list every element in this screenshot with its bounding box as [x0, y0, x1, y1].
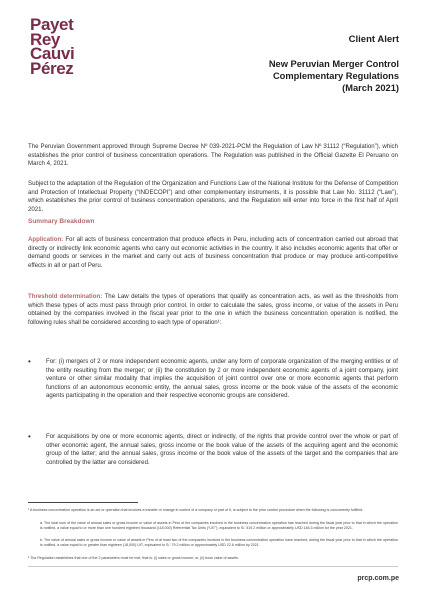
- threshold-label: Threshold determination:: [28, 293, 103, 300]
- bullet-item: [28, 433, 398, 467]
- intro-paragraph: The Peruvian Government approved through Supreme Decree Nº 039-2021-PCM the Regulation of Law Nº 31112 (“Regulation”), which establishes the prior control of business concentration operations. The Regulation was published in the Official Gazette El Peruano on March 4, 2021.: [28, 143, 398, 168]
- bullet-icon: •: [28, 432, 31, 441]
- entry-into-force-paragraph: Subject to the adaptation of the Regulation of the Organization and Functions Law of the National Institute for the Defense of Competition and Protection of Intellectual Property (“INDECOPI”) and other complementary instruments, it is possible that Law No. 31112 (“Law”), which establishes the prior control of business concentration operations, and the Regulation will enter into force in the first half of April 2021.: [28, 180, 398, 213]
- firm-logo: [30, 15, 102, 78]
- footnote-1a: a. The total sum of the value of annual sales or gross income or value of assets in Peru of the companies involved in the business concentration operation has reached during the fiscal year prior to that in which the operation is notified, a value equal to or more than one hundred eighteen thousand (118,000) Referential Tax Units (“UIT”), equivalent to S/. 519.2 million or approximately USD 148.3 million for the year 2021.: [40, 521, 398, 530]
- title-line-2: Complementary Regulations: [272, 70, 399, 81]
- client-alert-label: Client Alert: [348, 34, 399, 45]
- title-line-3: (March 2021): [342, 82, 399, 93]
- threshold-text: The Law details the types of operations that qualify as concentration acts, as well as the thresholds from which these types of acts must pass through prior control. In order to calculate the sales, gross income, or value of the assets in Peru obtained by the companies involved in the fiscal year prior to the one in which the business concentration operation is notified, the following rules shall be considered according to each type of operation¹:: [28, 293, 398, 326]
- footnote-1b: b. The value of annual sales or gross income or value of assets in Peru of at least two of the companies involved in the business concentration operation have reached, during the fiscal year prior to that in which the operation is notified, a value equal to or greater than eighteen (18,000) UIT, equivalent to S/. 79.2 million or approximately USD 22.6 million by 2021.: [40, 538, 398, 547]
- footnote-2: ² The Regulation establishes that one of the 2 parameters must be met, that is: (i) sales or gross income; or, (ii) book value of assets.: [28, 556, 239, 560]
- footnote-1: ¹ A business concentration operation is an act or operation that involves a transfer or change in control of a company or part of it, is subject to the prior control procedure when the following is concurrently fulfilled:: [28, 508, 363, 512]
- logo-line-2: Rey: [30, 29, 60, 49]
- document-title: [199, 59, 399, 94]
- application-paragraph: [28, 236, 398, 270]
- footer-divider: [28, 566, 398, 567]
- logo-line-4: Pérez: [30, 58, 74, 78]
- summary-heading: Summary Breakdown: [28, 218, 95, 225]
- logo-line-3: Cauvi: [30, 44, 75, 63]
- application-text: For all acts of business concentration that produce effects in Peru, including acts of concentration carried out abroad that directly or indirectly link economic agents who carry out economic activities in the country. It also includes economic agents that offer or demand goods or services in the market and carry out acts of business concentration that produce or may produce anti-competitive effects in all or part of Peru.: [28, 236, 398, 269]
- threshold-paragraph: [28, 293, 398, 327]
- bullet-text-acquisitions: For acquisitions by one or more economic agents, direct or indirectly, of the rights that provide control over the whole or part of other economic agent, the annual sales, gross income or the book value of the assets of the acquiring agent and the economic group of the latter; and the annual sales, gross income or the book value of the assets of the target and the companies that are controlled by the latter are considered.: [46, 433, 398, 466]
- title-line-1: New Peruvian Merger Control: [268, 59, 399, 69]
- footer-link[interactable]: prcp.com.pe: [357, 575, 399, 582]
- logo-line-1: Payet: [30, 15, 74, 34]
- application-label: Application:: [28, 236, 64, 243]
- bullet-item: [28, 358, 398, 401]
- footnote-divider: [28, 502, 138, 503]
- bullet-icon: •: [28, 357, 31, 366]
- bullet-text-mergers: For: (i) mergers of 2 or more independent economic agents, under any form of corporate organization of the merging entities or of the entity resulting from the merger; or (ii) the constitution by 2 or more independent economic agents of a joint company, joint venture or other similar modality that implies the acquisition of joint control over one or more economic agents that perform functions of an autonomous economic entity, the annual sales, gross income or the book value of the assets of the economic agents participating in the operation and their respective economic groups are considered.: [46, 358, 398, 400]
